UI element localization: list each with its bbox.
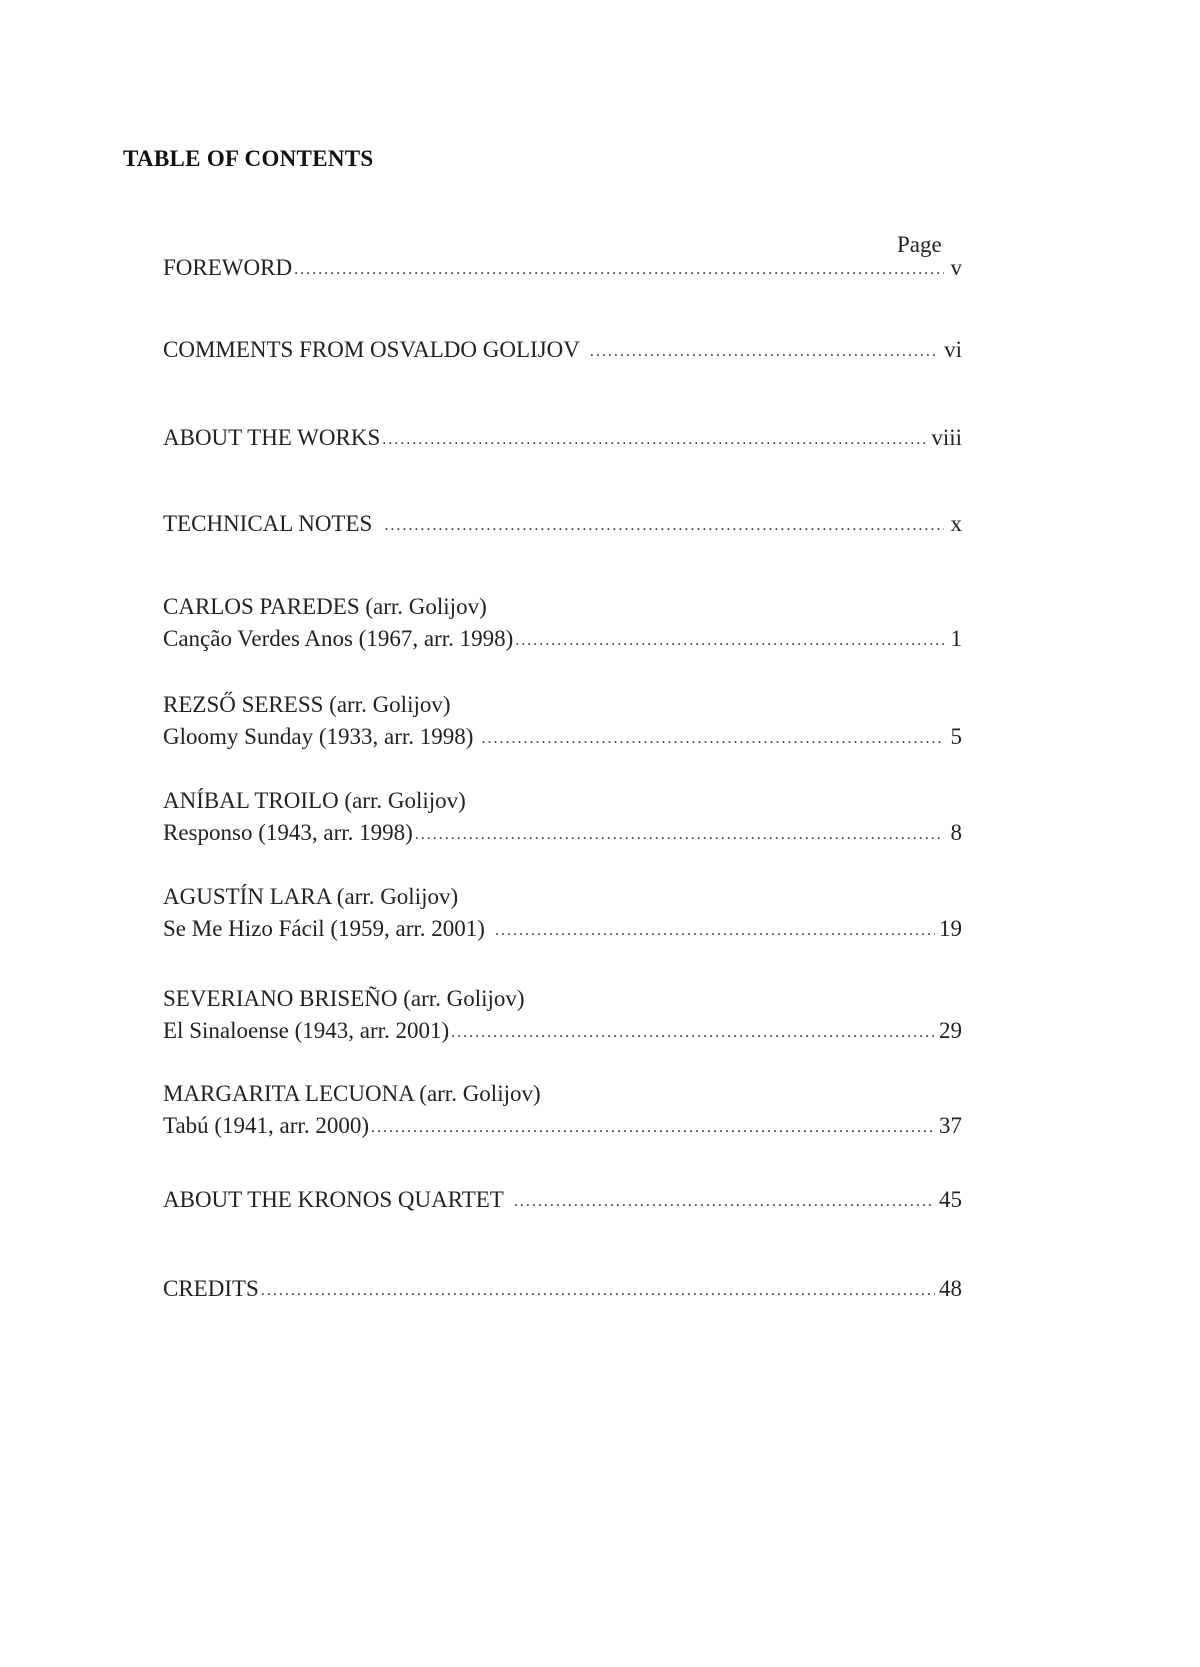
composer-heading: MARGARITA LECUONA (arr. Golijov) (163, 1081, 541, 1106)
toc-entry-margarita-lecuona[interactable] (163, 1078, 962, 1145)
entry-label: Gloomy Sunday (1933, arr. 1998) (163, 724, 474, 749)
entry-page-number: 29 (939, 1018, 962, 1043)
toc-entry-rezso-seress[interactable] (163, 689, 962, 756)
toc-entry-agustin-lara[interactable] (163, 881, 962, 948)
composer-heading: ANÍBAL TROILO (arr. Golijov) (163, 788, 466, 813)
dot-leader (451, 1017, 935, 1049)
toc-entry-anibal-troilo[interactable] (163, 785, 962, 852)
entry-label: CREDITS (163, 1276, 259, 1301)
entry-page-number: v (950, 255, 962, 280)
entry-page-number: 19 (939, 916, 962, 941)
toc-entry-comments[interactable] (163, 334, 962, 369)
entry-label: El Sinaloense (1943, arr. 2001) (163, 1018, 450, 1043)
entry-page-number: 5 (950, 724, 962, 749)
toc-entry-about-the-works[interactable] (163, 422, 962, 457)
toc-entry-foreword[interactable] (163, 252, 962, 287)
entry-page-number: vi (944, 337, 962, 362)
entry-label: TECHNICAL NOTES (163, 511, 373, 536)
toc-entry-carlos-paredes[interactable] (163, 591, 962, 658)
entry-label: ABOUT THE KRONOS QUARTET (163, 1187, 504, 1212)
entry-page-number: viii (931, 425, 962, 450)
dot-leader (294, 254, 944, 286)
entry-page-number: 37 (939, 1113, 962, 1138)
entry-label: Responso (1943, arr. 1998) (163, 820, 413, 845)
entry-page-number: 1 (950, 626, 962, 651)
dot-leader (514, 1186, 935, 1218)
dot-leader (515, 625, 944, 657)
dot-leader (384, 510, 944, 542)
composer-heading: REZSŐ SERESS (arr. Golijov) (163, 692, 451, 717)
toc-entry-kronos-quartet[interactable] (163, 1184, 962, 1219)
entry-label: Se Me Hizo Fácil (1959, arr. 2001) (163, 916, 485, 941)
toc-entry-technical-notes[interactable] (163, 508, 962, 543)
dot-leader (481, 723, 944, 755)
entry-page-number: 48 (939, 1276, 962, 1301)
entry-label: Canção Verdes Anos (1967, arr. 1998) (163, 626, 514, 651)
dot-leader (415, 819, 944, 851)
entry-label: ABOUT THE WORKS (163, 425, 381, 450)
entry-label: Tabú (1941, arr. 2000) (163, 1113, 369, 1138)
dot-leader (590, 336, 936, 368)
dot-leader (495, 915, 935, 947)
page-title: TABLE OF CONTENTS (123, 146, 374, 171)
entry-page-number: 45 (939, 1187, 962, 1212)
dot-leader (382, 424, 927, 456)
entry-page-number: x (950, 511, 962, 536)
toc-entry-credits[interactable] (163, 1273, 962, 1308)
toc-entry-severiano-briseno[interactable] (163, 983, 962, 1050)
composer-heading: CARLOS PAREDES (arr. Golijov) (163, 594, 487, 619)
composer-heading: SEVERIANO BRISEÑO (arr. Golijov) (163, 986, 525, 1011)
entry-label: COMMENTS FROM OSVALDO GOLIJOV (163, 337, 580, 362)
dot-leader (371, 1112, 935, 1144)
page-column-header: Page (897, 232, 942, 257)
dot-leader (261, 1275, 935, 1307)
composer-heading: AGUSTÍN LARA (arr. Golijov) (163, 884, 459, 909)
entry-label: FOREWORD (163, 255, 293, 280)
entry-page-number: 8 (950, 820, 962, 845)
